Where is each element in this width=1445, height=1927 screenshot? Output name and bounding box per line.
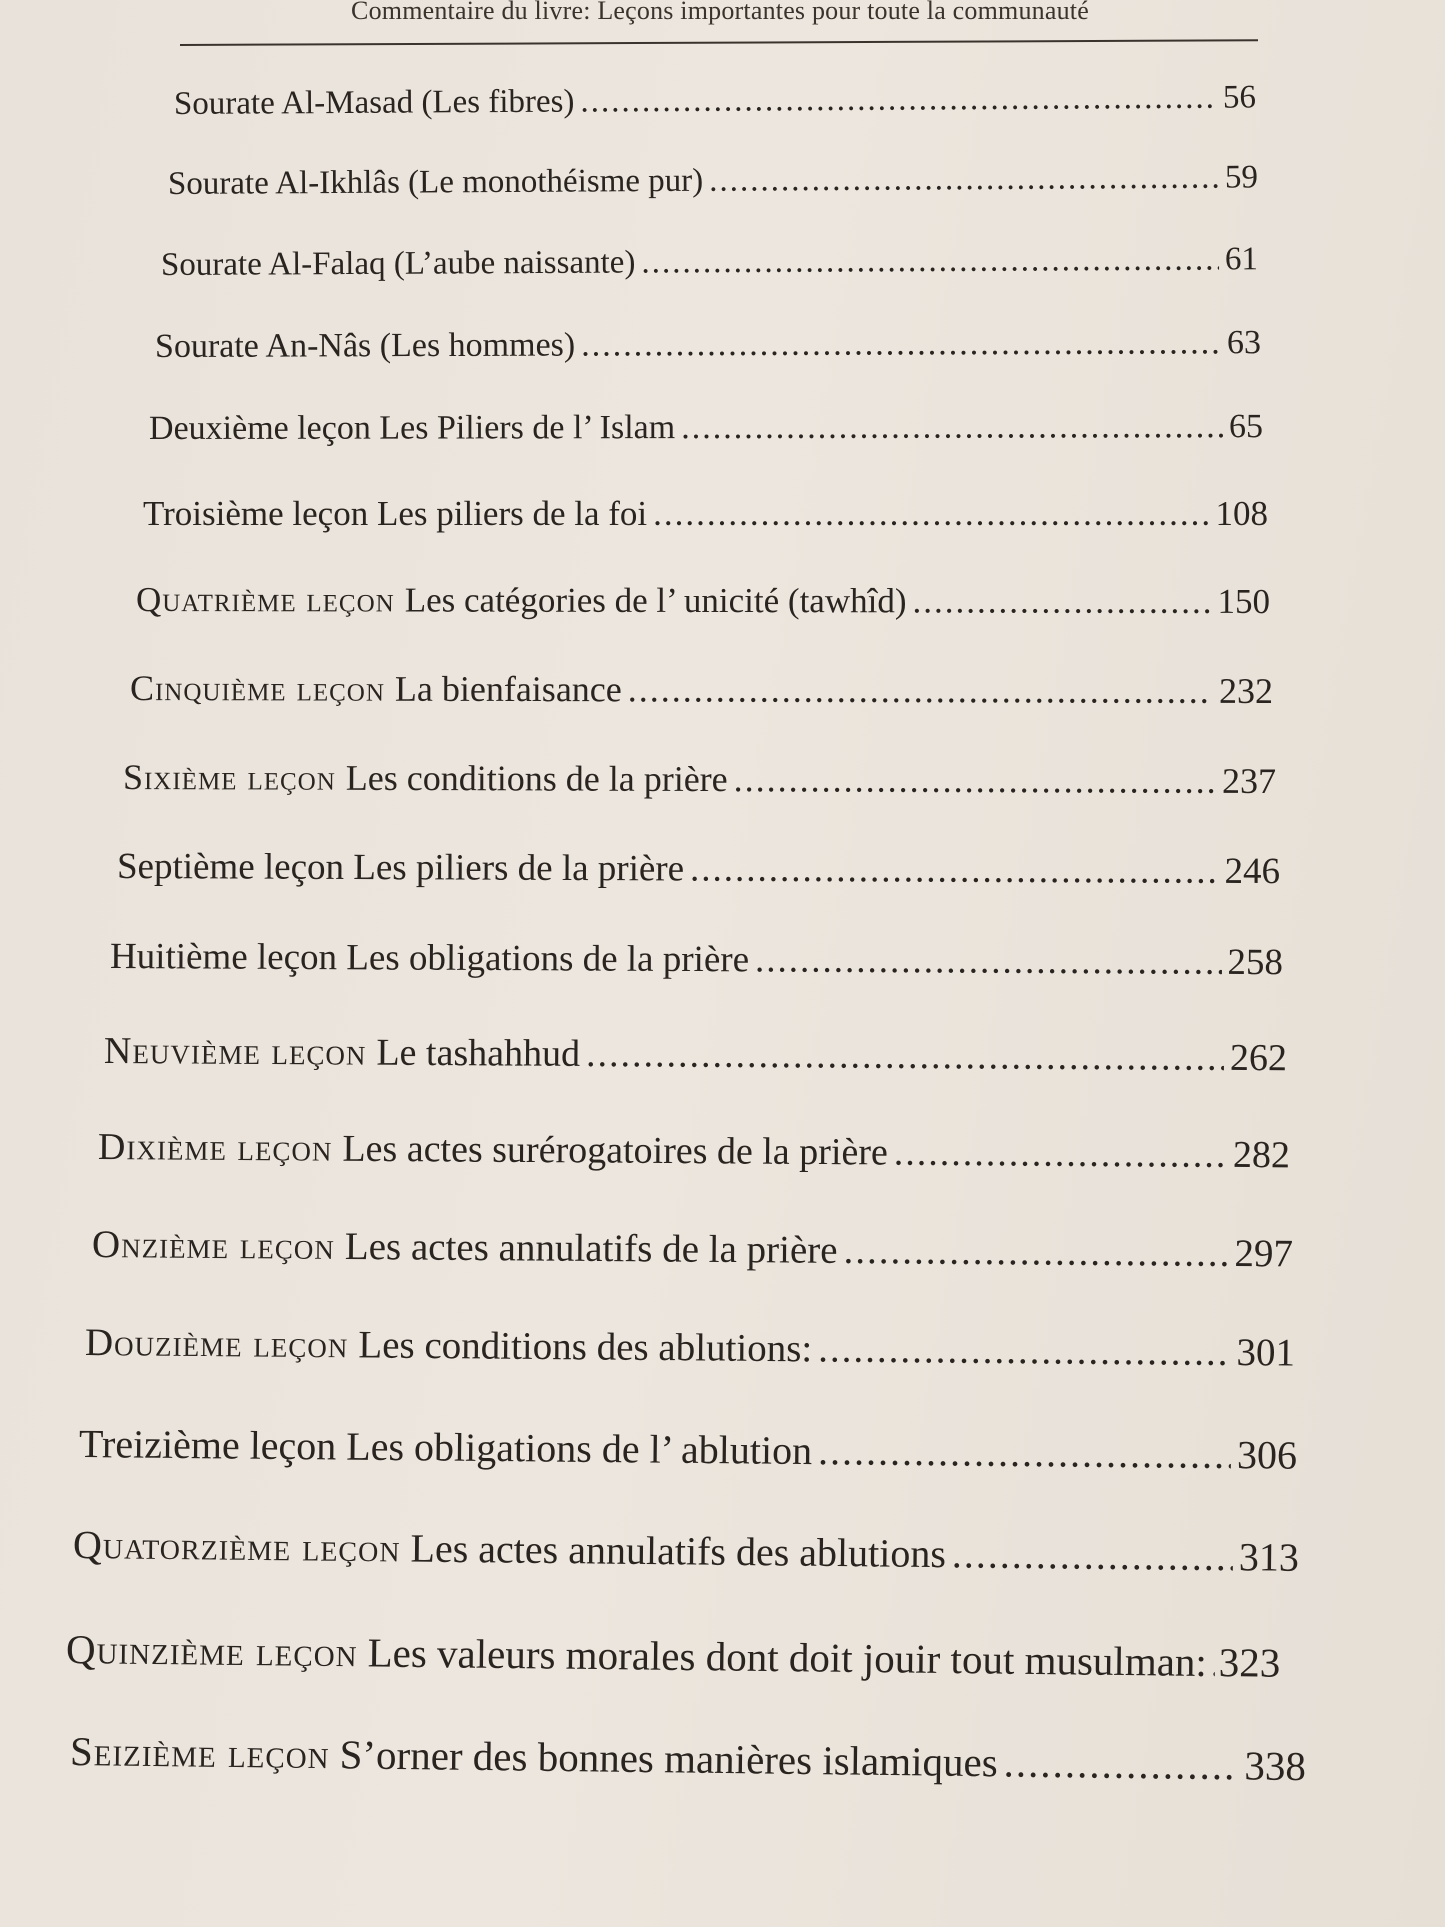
toc-entry-page: 262 xyxy=(1229,1036,1288,1080)
toc-entry xyxy=(70,1727,1306,1790)
dot-leader xyxy=(894,1131,1227,1177)
toc-entry-title: Septième leçon Les piliers de la prière xyxy=(116,846,685,890)
toc-entry-page: 237 xyxy=(1221,760,1277,802)
toc-entry-prefix: Cinquième leçon xyxy=(129,668,385,709)
dot-leader xyxy=(1211,1638,1216,1686)
dot-leader xyxy=(581,324,1221,364)
toc-entry-page: 323 xyxy=(1218,1639,1281,1686)
toc-entry-title: Les conditions des ablutions: xyxy=(358,1323,813,1371)
toc-entry-title: Les catégories de l’ unicité (tawhîd) xyxy=(404,580,907,621)
toc-entry-page: 301 xyxy=(1236,1331,1296,1375)
toc-entry-page: 306 xyxy=(1236,1432,1298,1478)
dot-leader xyxy=(734,758,1216,802)
toc-entry-page: 56 xyxy=(1222,79,1257,116)
toc-entry-title: Sourate Al-Ikhlâs (Le monothéisme pur) xyxy=(167,162,704,202)
toc-entry-title: Sourate Al-Masad (Les fibres) xyxy=(173,83,575,122)
toc-entry-prefix: Douzième leçon xyxy=(84,1321,349,1367)
toc-entry xyxy=(104,1029,1287,1080)
toc-entry xyxy=(117,845,1280,893)
toc-entry xyxy=(98,1125,1290,1177)
dot-leader xyxy=(843,1228,1228,1276)
toc-entry-prefix: Dixième leçon xyxy=(97,1126,333,1170)
toc-entry-title: Les conditions de la prière xyxy=(345,757,728,800)
toc-entry xyxy=(149,408,1263,448)
toc-entry-page: 258 xyxy=(1227,941,1284,984)
toc-entry-page: 232 xyxy=(1218,670,1274,711)
toc-entry-page: 297 xyxy=(1234,1231,1294,1276)
toc-entry-page: 150 xyxy=(1217,581,1271,621)
toc-entry-title: Sourate Al-Falaq (L’aube naissante) xyxy=(160,244,636,283)
toc-entry xyxy=(123,756,1276,802)
toc-entry-prefix: Onzième leçon xyxy=(91,1223,336,1268)
dot-leader xyxy=(628,668,1213,712)
toc-entry xyxy=(85,1320,1295,1376)
toc-entry xyxy=(73,1521,1299,1581)
toc-entry xyxy=(161,241,1258,284)
toc-entry-page: 282 xyxy=(1232,1133,1291,1177)
toc-entry-title: Deuxième leçon Les Piliers de l’ Islam xyxy=(148,409,676,447)
toc-entry-title: S’orner des bonnes manières islamiques xyxy=(339,1731,999,1786)
dot-leader xyxy=(586,1032,1224,1080)
toc-entry-title: Les valeurs morales dont doit jouir tout musulman: xyxy=(367,1629,1208,1685)
toc-entry-page: 313 xyxy=(1238,1534,1300,1580)
toc-entry-title: Sourate An-Nâs (Les hommes) xyxy=(154,326,576,365)
toc-entry xyxy=(168,159,1258,203)
dot-leader xyxy=(755,938,1222,983)
toc-entry-page: 338 xyxy=(1244,1742,1307,1790)
toc-entry-title: Troisième leçon Les piliers de la foi xyxy=(143,494,648,533)
dot-leader xyxy=(681,408,1223,447)
toc-entry-prefix: Sixième leçon xyxy=(122,757,336,798)
dot-leader xyxy=(580,80,1217,121)
toc-entry-prefix: Seizième leçon xyxy=(69,1728,330,1778)
dot-leader xyxy=(952,1530,1233,1580)
toc-entry xyxy=(174,79,1256,123)
toc-entry-title: Les actes surérogatoires de la prière xyxy=(342,1127,889,1174)
toc-entry-prefix: Quatrième leçon xyxy=(135,580,395,620)
running-header: Commentaire du livre: Leçons importantes pour toute la communauté xyxy=(351,0,1089,25)
toc-entry-prefix: Neuvième leçon xyxy=(103,1030,367,1074)
dot-leader xyxy=(690,848,1219,893)
toc-entry xyxy=(136,580,1270,622)
toc-entry-title: Huitième leçon Les obligations de la prière xyxy=(109,936,750,981)
dot-leader xyxy=(912,581,1211,622)
toc-entry xyxy=(66,1625,1311,1687)
dot-leader xyxy=(709,160,1219,200)
dot-leader xyxy=(818,1326,1231,1375)
toc-entry-title: Les actes annulatifs de la prière xyxy=(344,1224,838,1272)
dot-leader xyxy=(641,241,1219,281)
toc-entry-title: Les actes annulatifs des ablutions xyxy=(410,1525,947,1577)
toc-entry-title: La bienfaisance xyxy=(394,668,622,710)
dot-leader xyxy=(1003,1738,1238,1789)
toc-entry-page: 108 xyxy=(1215,494,1268,533)
dot-leader xyxy=(818,1427,1231,1478)
dot-leader xyxy=(653,494,1209,534)
toc-entry xyxy=(92,1222,1293,1276)
toc-entry xyxy=(155,324,1261,366)
toc-entry-page: 65 xyxy=(1228,408,1264,446)
toc-entry xyxy=(130,667,1273,712)
toc-entry-prefix: Quatorzième leçon xyxy=(72,1522,401,1571)
toc-entry-title: Le tashahhud xyxy=(376,1031,581,1075)
toc-entry xyxy=(143,494,1268,534)
toc-entry-title: Treizième leçon Les obligations de l’ ablution xyxy=(78,1421,813,1474)
toc-entry-page: 63 xyxy=(1226,324,1262,362)
toc-entry xyxy=(110,935,1283,984)
toc-entry-page: 246 xyxy=(1224,850,1281,893)
toc-entry-page: 61 xyxy=(1224,241,1259,278)
toc-entry-prefix: Quinzième leçon xyxy=(65,1626,358,1676)
toc-entry-page: 59 xyxy=(1224,159,1259,196)
toc-entry xyxy=(79,1420,1297,1479)
